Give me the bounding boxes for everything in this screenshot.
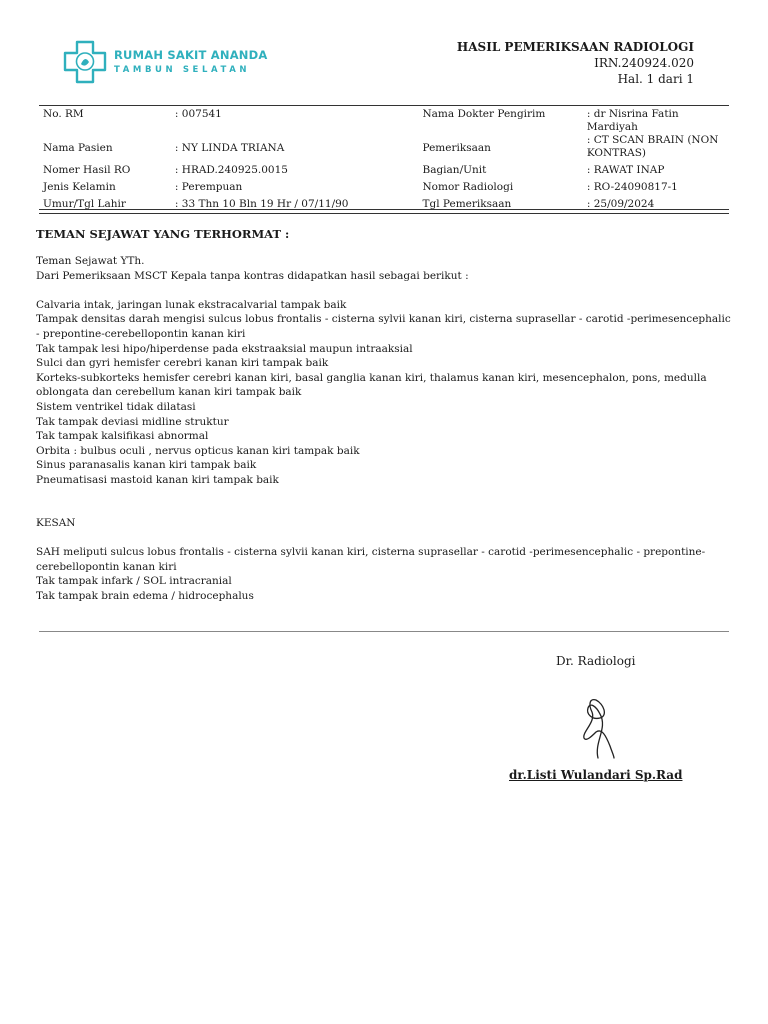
info-value: : Perempuan xyxy=(174,181,243,193)
info-row xyxy=(39,108,729,134)
kesan-item: SAH meliputi sulcus lobus frontalis - cisterna sylvii kanan kiri, cisterna suprasellar - carotid -perimesencephalic - prepontine-cerebellopontin kanan kiri xyxy=(36,546,706,573)
kesan-label: KESAN xyxy=(36,517,76,529)
info-label: Jenis Kelamin xyxy=(43,181,116,193)
top-divider xyxy=(39,105,729,106)
finding-item: Korteks-subkorteks hemisfer cerebri kanan kiri, basal ganglia kanan kiri, thalamus kanan kiri, mesencephalon, pons, medulla oblongata dan cerebellum kanan kiri tampak baik xyxy=(36,371,707,399)
kesan-item: Tak tampak brain edema / hidrocephalus xyxy=(36,589,254,602)
info-row xyxy=(39,181,729,198)
info-divider-2 xyxy=(39,213,729,214)
info-label: No. RM xyxy=(43,108,84,120)
info-label: Nomor Radiologi xyxy=(422,181,514,193)
finding-item: Pneumatisasi mastoid kanan kiri tampak baik xyxy=(36,473,279,486)
info-value: : 33 Thn 10 Bln 19 Hr / 07/11/90 xyxy=(174,198,349,210)
finding-item: Sinus paranasalis kanan kiri tampak baik xyxy=(36,459,257,472)
finding-item: Tak tampak kalsifikasi abnormal xyxy=(36,430,209,443)
kesan-item: Tak tampak infark / SOL intracranial xyxy=(36,575,232,588)
info-label: Pemeriksaan xyxy=(422,142,491,154)
report-body xyxy=(36,254,732,488)
info-value: : NY LINDA TRIANA xyxy=(174,142,285,154)
info-label: Bagian/Unit xyxy=(422,164,487,176)
finding-item: Calvaria intak, jaringan lunak ekstracalvarial tampak baik xyxy=(36,298,347,311)
hospital-name: RUMAH SAKIT ANANDA xyxy=(114,48,268,62)
info-value: : 007541 xyxy=(174,108,222,120)
intro-text: Dari Pemeriksaan MSCT Kepala tanpa kontras didapatkan hasil sebagai berikut : xyxy=(36,269,469,282)
report-greeting: TEMAN SEJAWAT YANG TERHORMAT : xyxy=(36,227,290,241)
patient-info-table xyxy=(39,108,729,215)
signature-name: dr.Listi Wulandari Sp.Rad xyxy=(509,768,683,782)
hospital-branch: TAMBUN SELATAN xyxy=(114,65,251,75)
report-title: HASIL PEMERIKSAAN RADIOLOGI xyxy=(456,40,694,54)
salutation: Teman Sejawat YTh. xyxy=(36,255,145,267)
finding-item: Tampak densitas darah mengisi sulcus lobus frontalis - cisterna sylvii kanan kiri, cisterna suprasellar - carotid -perimesencephalic - prepontine-cerebellopontin kanan kiri xyxy=(36,313,731,340)
info-value: : 25/09/2024 xyxy=(586,198,655,210)
info-value: : CT SCAN BRAIN (NON KONTRAS) xyxy=(586,134,719,159)
hospital-cross-logo-icon xyxy=(60,40,110,86)
info-value: : dr Nisrina Fatin Mardiyah xyxy=(586,108,679,133)
finding-item: Tak tampak lesi hipo/hiperdense pada ekstraaksial maupun intraaksial xyxy=(36,342,413,355)
irn-number: IRN.240924.020 xyxy=(594,56,694,70)
bottom-divider xyxy=(39,631,729,632)
info-label: Nomer Hasil RO xyxy=(43,164,131,176)
info-value: : RO-24090817-1 xyxy=(586,181,678,193)
info-label: Nama Dokter Pengirim xyxy=(422,108,546,120)
finding-item: Tak tampak deviasi midline struktur xyxy=(36,415,229,428)
page-indicator: Hal. 1 dari 1 xyxy=(617,72,694,86)
signature-title: Dr. Radiologi xyxy=(556,654,636,668)
hospital-logo xyxy=(60,40,268,86)
info-label: Tgl Pemeriksaan xyxy=(422,198,512,210)
info-row xyxy=(39,134,729,164)
info-label: Umur/Tgl Lahir xyxy=(43,198,126,210)
info-divider-1 xyxy=(39,209,729,210)
finding-item: Orbita : bulbus oculi , nervus opticus kanan kiri tampak baik xyxy=(36,444,360,457)
signature-mark xyxy=(578,692,622,766)
info-label: Nama Pasien xyxy=(43,142,113,154)
info-value: : RAWAT INAP xyxy=(586,164,665,176)
finding-item: Sistem ventrikel tidak dilatasi xyxy=(36,400,196,413)
finding-item: Sulci dan gyri hemisfer cerebri kanan kiri tampak baik xyxy=(36,357,329,370)
info-row xyxy=(39,164,729,181)
info-value: : HRAD.240925.0015 xyxy=(174,164,288,176)
kesan-section xyxy=(36,516,732,604)
